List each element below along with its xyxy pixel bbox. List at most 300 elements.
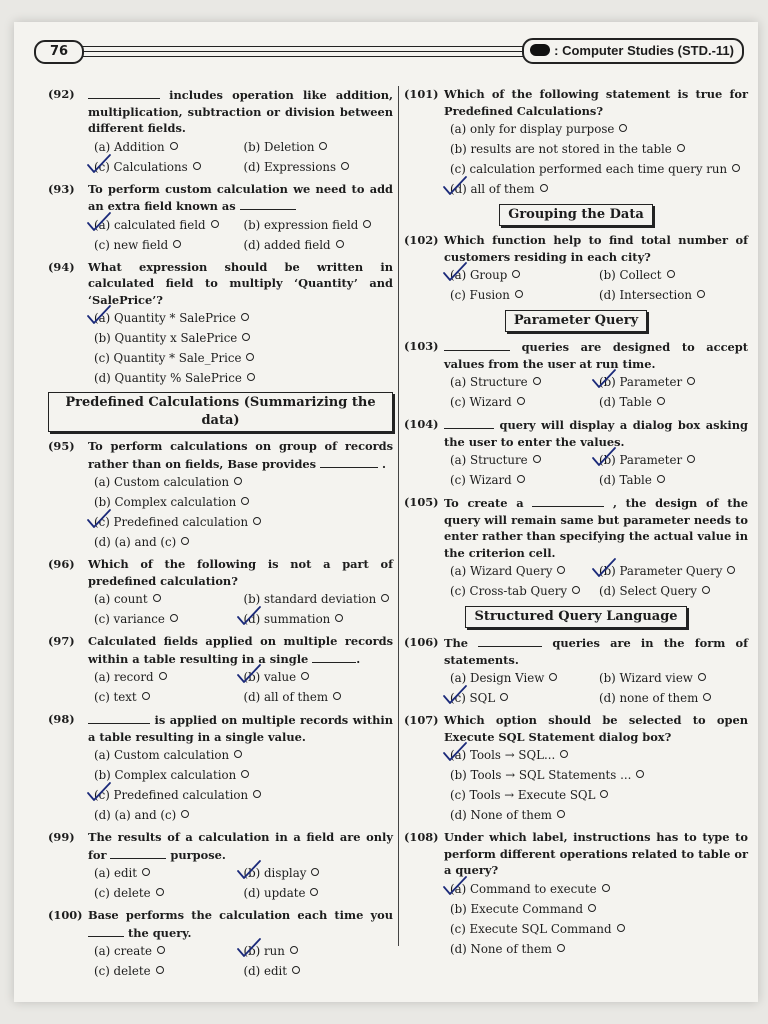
- options-grid: [48, 941, 393, 981]
- option-circle-icon: [156, 888, 164, 896]
- question-text: [404, 416, 748, 450]
- answer-blank: [110, 846, 166, 859]
- answer-option: [244, 157, 394, 177]
- answer-blank: [240, 197, 296, 210]
- options-grid: [404, 372, 748, 412]
- question-text-segment: .: [356, 651, 361, 666]
- option-label: (a) Wizard Query: [450, 564, 553, 578]
- answer-option: [599, 470, 748, 490]
- question-text: [48, 711, 393, 745]
- option-circle-icon: [153, 594, 161, 602]
- question-number: (92): [48, 87, 75, 101]
- answer-option: [450, 939, 748, 959]
- option-label: (d) Quantity % SalePrice: [94, 371, 242, 385]
- question-text-segment: Base performs the calculation each time you: [88, 908, 393, 922]
- option-circle-icon: [677, 144, 685, 152]
- option-circle-icon: [549, 673, 557, 681]
- option-circle-icon: [572, 586, 580, 594]
- answer-blank: [478, 634, 542, 647]
- option-label: (b) Complex calculation: [94, 495, 237, 509]
- answer-option: [244, 137, 394, 157]
- option-circle-icon: [241, 497, 249, 505]
- answer-blank: [312, 650, 356, 663]
- question-block: [404, 86, 748, 199]
- question-text-segment: queries are in the form of statements.: [444, 636, 748, 667]
- option-label: (c) text: [94, 690, 137, 704]
- option-circle-icon: [515, 290, 523, 298]
- options-grid: [48, 137, 393, 177]
- question-number: (94): [48, 259, 75, 274]
- option-circle-icon: [517, 475, 525, 483]
- question-text-segment: Under which label, instructions has to type to perform different operations related to table or a query?: [444, 830, 748, 877]
- option-circle-icon: [234, 750, 242, 758]
- section-heading: [404, 309, 748, 332]
- options-grid: [404, 745, 748, 825]
- option-circle-icon: [703, 693, 711, 701]
- question-text-segment: query will display a dialog box asking the user to enter the values.: [444, 418, 748, 449]
- option-label: (a) Custom calculation: [94, 748, 230, 762]
- option-circle-icon: [301, 672, 309, 680]
- question-text: [48, 907, 393, 941]
- answer-option: [244, 667, 394, 687]
- left-column: [48, 86, 393, 985]
- question-text-segment: includes operation like addition, multiplication, subtraction or division between different fields.: [88, 88, 393, 135]
- option-circle-icon: [617, 924, 625, 932]
- option-label: (d) (a) and (c): [94, 808, 177, 822]
- option-circle-icon: [619, 124, 627, 132]
- answer-option: [94, 492, 393, 512]
- question-text-segment: .: [378, 456, 386, 471]
- option-label: (d) update: [243, 886, 306, 900]
- option-label: (d) edit: [243, 964, 288, 978]
- question-text: [404, 494, 748, 561]
- answer-option: [450, 805, 748, 825]
- answer-option: [94, 368, 393, 388]
- answer-option: [450, 392, 599, 412]
- answer-option: [450, 745, 748, 765]
- answer-option: [599, 285, 748, 305]
- question-text-segment: Which of the following statement is true for Predefined Calculations?: [444, 87, 748, 118]
- option-label: (d) all of them: [450, 182, 535, 196]
- question-text: [404, 86, 748, 119]
- option-circle-icon: [657, 475, 665, 483]
- question-text: [48, 556, 393, 589]
- question-block: [48, 556, 393, 629]
- option-label: (c) Fusion: [450, 288, 510, 302]
- answer-option: [450, 668, 599, 688]
- option-circle-icon: [241, 770, 249, 778]
- option-circle-icon: [246, 353, 254, 361]
- question-text: [48, 86, 393, 137]
- answer-option: [599, 561, 748, 581]
- answer-option: [94, 348, 393, 368]
- option-label: (d) Expressions: [243, 159, 337, 174]
- answer-option: [94, 215, 244, 235]
- answer-option: [599, 450, 748, 470]
- question-text-segment: , the design of the query will remain same but parameter needs to enter rather than specifying the actual value in the criterion cell.: [444, 496, 748, 560]
- option-label: (c) variance: [94, 612, 165, 626]
- option-circle-icon: [698, 673, 706, 681]
- option-label: (d) added field: [243, 237, 331, 252]
- answer-option: [450, 785, 748, 805]
- answer-option: [450, 265, 599, 285]
- option-label: (d) None of them: [450, 808, 552, 822]
- answer-option: [450, 879, 748, 899]
- option-label: (c) Cross-tab Query: [450, 584, 568, 598]
- options-grid: [48, 308, 393, 388]
- option-label: (d) Table: [599, 473, 652, 487]
- option-label: (a) edit: [94, 866, 138, 880]
- answer-option: [450, 119, 748, 139]
- answer-option: [450, 285, 599, 305]
- answer-option: [94, 687, 244, 707]
- question-text: [48, 829, 393, 863]
- answer-option: [244, 883, 394, 903]
- option-circle-icon: [142, 868, 150, 876]
- option-label: (a) create: [94, 944, 152, 958]
- option-circle-icon: [193, 162, 201, 170]
- question-number: (105): [404, 495, 439, 509]
- answer-option: [599, 688, 748, 708]
- options-grid: [48, 667, 393, 707]
- question-text: [404, 829, 748, 879]
- option-circle-icon: [687, 455, 695, 463]
- option-circle-icon: [292, 966, 300, 974]
- question-text-segment: the query.: [124, 925, 192, 940]
- option-circle-icon: [341, 162, 349, 170]
- subject-badge: [522, 38, 744, 64]
- option-circle-icon: [253, 517, 261, 525]
- option-circle-icon: [311, 868, 319, 876]
- option-label: (c) Wizard: [450, 395, 512, 409]
- option-circle-icon: [234, 477, 242, 485]
- options-grid: [404, 668, 748, 708]
- question-number: (95): [48, 439, 75, 453]
- section-heading-text: Grouping the Data: [499, 204, 653, 226]
- question-text: [404, 338, 748, 372]
- option-circle-icon: [636, 770, 644, 778]
- question-text: [404, 232, 748, 265]
- answer-option: [599, 265, 748, 285]
- option-label: (d) None of them: [450, 941, 552, 956]
- section-heading: [48, 392, 393, 432]
- option-circle-icon: [512, 270, 520, 278]
- answer-blank: [532, 494, 604, 507]
- answer-option: [450, 372, 599, 392]
- answer-option: [244, 863, 394, 883]
- question-text-segment: Calculated fields applied on multiple records within a table resulting in a single: [88, 634, 393, 666]
- option-circle-icon: [333, 692, 341, 700]
- option-label: (b) Deletion: [243, 139, 315, 154]
- option-circle-icon: [319, 142, 327, 150]
- option-label: (b) expression field: [243, 217, 359, 232]
- options-grid: [48, 215, 393, 255]
- option-circle-icon: [310, 888, 318, 896]
- option-label: (a) Tools → SQL...: [450, 748, 556, 762]
- option-circle-icon: [159, 672, 167, 680]
- option-circle-icon: [170, 142, 178, 150]
- option-label: (c) Predefined calculation: [94, 788, 249, 802]
- answer-option: [94, 532, 393, 552]
- option-label: (b) Complex calculation: [94, 768, 237, 782]
- answer-option: [94, 512, 393, 532]
- question-number: (102): [404, 233, 439, 247]
- answer-option: [450, 470, 599, 490]
- option-circle-icon: [336, 240, 344, 248]
- question-block: [404, 829, 748, 959]
- option-label: (d) (a) and (c): [94, 535, 177, 549]
- question-number: (96): [48, 557, 75, 571]
- option-label: (b) Quantity x SalePrice: [94, 331, 238, 345]
- option-circle-icon: [241, 313, 249, 321]
- options-grid: [404, 450, 748, 490]
- answer-option: [94, 961, 244, 981]
- answer-blank: [444, 416, 494, 429]
- section-heading-text: Predefined Calculations (Summarizing the data): [48, 392, 393, 432]
- answer-option: [94, 785, 393, 805]
- answer-option: [599, 581, 748, 601]
- option-label: (b) results are not stored in the table: [450, 142, 672, 156]
- answer-option: [94, 745, 393, 765]
- question-text: [48, 633, 393, 667]
- option-circle-icon: [517, 397, 525, 405]
- option-label: (d) Select Query: [599, 584, 697, 598]
- option-label: (c) delete: [94, 964, 151, 978]
- options-grid: [48, 472, 393, 552]
- option-circle-icon: [588, 904, 596, 912]
- option-circle-icon: [142, 692, 150, 700]
- question-block: [48, 438, 393, 552]
- question-block: [404, 338, 748, 412]
- question-text: [48, 181, 393, 215]
- option-label: (b) Parameter: [599, 453, 683, 467]
- section-heading: [404, 203, 748, 226]
- question-text: [404, 712, 748, 745]
- answer-option: [450, 765, 748, 785]
- question-text: [48, 259, 393, 309]
- option-label: (c) SQL: [450, 691, 496, 705]
- answer-option: [244, 609, 394, 629]
- answer-option: [450, 450, 599, 470]
- answer-option: [450, 561, 599, 581]
- question-block: [404, 232, 748, 305]
- options-grid: [48, 863, 393, 903]
- question-block: [48, 181, 393, 255]
- question-number: (103): [404, 339, 439, 353]
- answer-blank: [88, 86, 160, 99]
- answer-option: [244, 687, 394, 707]
- option-label: (a) only for display purpose: [450, 122, 615, 136]
- option-circle-icon: [533, 455, 541, 463]
- page-header: [34, 38, 744, 76]
- answer-option: [450, 688, 599, 708]
- answer-option: [94, 667, 244, 687]
- question-text-segment: Which function help to find total number of customers residing in each city?: [444, 233, 748, 264]
- option-circle-icon: [173, 240, 181, 248]
- answer-option: [244, 235, 394, 255]
- option-circle-icon: [702, 586, 710, 594]
- option-circle-icon: [335, 614, 343, 622]
- option-label: (a) count: [94, 592, 148, 606]
- option-circle-icon: [540, 184, 548, 192]
- option-label: (b) Wizard view: [599, 671, 693, 685]
- option-label: (c) delete: [94, 886, 151, 900]
- option-label: (d) summation: [243, 612, 331, 626]
- option-label: (c) Tools → Execute SQL: [450, 788, 596, 802]
- question-block: [48, 829, 393, 903]
- answer-blank: [444, 338, 510, 351]
- option-label: (b) Parameter Query: [599, 564, 723, 578]
- option-label: (a) Structure: [450, 375, 528, 389]
- option-label: (b) Execute Command: [450, 901, 584, 916]
- option-circle-icon: [657, 397, 665, 405]
- option-label: (b) Parameter: [599, 375, 683, 389]
- option-label: (c) Calculations: [94, 159, 188, 174]
- option-circle-icon: [156, 966, 164, 974]
- answer-option: [244, 941, 394, 961]
- question-block: [48, 907, 393, 981]
- option-circle-icon: [600, 790, 608, 798]
- option-circle-icon: [697, 290, 705, 298]
- header-rule: [82, 51, 544, 52]
- answer-option: [599, 392, 748, 412]
- option-circle-icon: [557, 944, 565, 952]
- subject-title: : Computer Studies (STD.-11): [554, 43, 734, 58]
- option-circle-icon: [667, 270, 675, 278]
- option-label: (a) Design View: [450, 671, 545, 685]
- option-label: (a) Custom calculation: [94, 475, 230, 489]
- answer-option: [244, 589, 394, 609]
- answer-option: [450, 159, 748, 179]
- option-circle-icon: [170, 614, 178, 622]
- question-text-segment: To create a: [444, 496, 533, 510]
- question-number: (98): [48, 712, 75, 726]
- option-label: (a) Command to execute: [450, 881, 597, 896]
- option-label: (a) Addition: [94, 139, 165, 154]
- answer-option: [244, 961, 394, 981]
- options-grid: [404, 265, 748, 305]
- question-number: (93): [48, 181, 75, 196]
- options-grid: [48, 589, 393, 629]
- option-circle-icon: [157, 946, 165, 954]
- option-circle-icon: [557, 566, 565, 574]
- option-label: (c) Execute SQL Command: [450, 921, 612, 936]
- question-text-segment: To perform custom calculation we need to add an extra field known as: [88, 181, 393, 213]
- answer-option: [94, 863, 244, 883]
- option-circle-icon: [381, 594, 389, 602]
- question-text-segment: To perform calculations on group of records rather than on fields, Base provides: [88, 439, 393, 471]
- option-label: (c) calculation performed each time query run: [450, 162, 728, 176]
- option-label: (b) display: [243, 866, 307, 880]
- answer-option: [94, 328, 393, 348]
- options-grid: [404, 561, 748, 601]
- question-text-segment: Which option should be selected to open Execute SQL Statement dialog box?: [444, 713, 748, 744]
- option-circle-icon: [687, 377, 695, 385]
- option-label: (b) value: [243, 670, 297, 684]
- question-text: [404, 634, 748, 668]
- option-label: (a) Quantity * SalePrice: [94, 311, 237, 325]
- answer-option: [450, 139, 748, 159]
- option-label: (d) Table: [599, 395, 652, 409]
- question-number: (107): [404, 713, 439, 727]
- question-block: [404, 416, 748, 490]
- option-label: (d) Intersection: [599, 288, 692, 302]
- option-circle-icon: [602, 884, 610, 892]
- question-number: (99): [48, 830, 75, 844]
- options-grid: [404, 879, 748, 959]
- question-text-segment: queries are designed to accept values from the user at run time.: [444, 340, 748, 371]
- question-text-segment: What expression should be written in calculated field to multiply ‘Quantity’ and ‘SalePrice’?: [88, 259, 393, 307]
- option-label: (d) all of them: [243, 690, 329, 704]
- option-circle-icon: [211, 220, 219, 228]
- answer-option: [94, 137, 244, 157]
- answer-option: [94, 805, 393, 825]
- answer-option: [450, 581, 599, 601]
- question-block: [48, 633, 393, 707]
- question-number: (106): [404, 635, 439, 649]
- column-divider: [398, 86, 399, 946]
- answer-option: [450, 179, 748, 199]
- question-block: [48, 711, 393, 825]
- option-circle-icon: [363, 220, 371, 228]
- answer-option: [94, 609, 244, 629]
- option-circle-icon: [181, 537, 189, 545]
- question-text-segment: purpose.: [166, 847, 226, 862]
- option-circle-icon: [732, 164, 740, 172]
- option-circle-icon: [500, 693, 508, 701]
- publisher-logo-icon: [530, 44, 550, 56]
- question-block: [404, 712, 748, 825]
- question-number: (101): [404, 87, 439, 101]
- option-label: (b) Collect: [599, 268, 662, 282]
- section-heading: [404, 605, 748, 628]
- option-circle-icon: [290, 946, 298, 954]
- option-label: (b) Tools → SQL Statements ...: [450, 768, 632, 782]
- question-text-segment: Which of the following is not a part of predefined calculation?: [88, 557, 393, 588]
- question-block: [48, 86, 393, 177]
- option-circle-icon: [533, 377, 541, 385]
- question-text-segment: The results of a calculation in a field are only for: [88, 830, 393, 862]
- option-label: (c) Wizard: [450, 473, 512, 487]
- options-grid: [48, 745, 393, 825]
- answer-option: [94, 308, 393, 328]
- answer-option: [599, 668, 748, 688]
- option-circle-icon: [727, 566, 735, 574]
- option-circle-icon: [242, 333, 250, 341]
- answer-blank: [88, 924, 124, 937]
- answer-option: [94, 157, 244, 177]
- option-label: (a) record: [94, 670, 154, 684]
- option-circle-icon: [247, 373, 255, 381]
- option-circle-icon: [560, 750, 568, 758]
- answer-option: [244, 215, 394, 235]
- answer-option: [450, 919, 748, 939]
- option-label: (b) run: [243, 944, 285, 958]
- question-text-segment: The: [444, 636, 479, 650]
- option-label: (c) Predefined calculation: [94, 515, 249, 529]
- option-circle-icon: [557, 810, 565, 818]
- section-heading-text: Structured Query Language: [465, 606, 686, 628]
- question-block: [48, 259, 393, 389]
- answer-option: [94, 941, 244, 961]
- header-rule: [82, 46, 544, 47]
- option-circle-icon: [181, 810, 189, 818]
- answer-blank: [320, 455, 378, 468]
- answer-option: [450, 899, 748, 919]
- options-grid: [404, 119, 748, 199]
- answer-option: [94, 472, 393, 492]
- option-label: (a) Structure: [450, 453, 528, 467]
